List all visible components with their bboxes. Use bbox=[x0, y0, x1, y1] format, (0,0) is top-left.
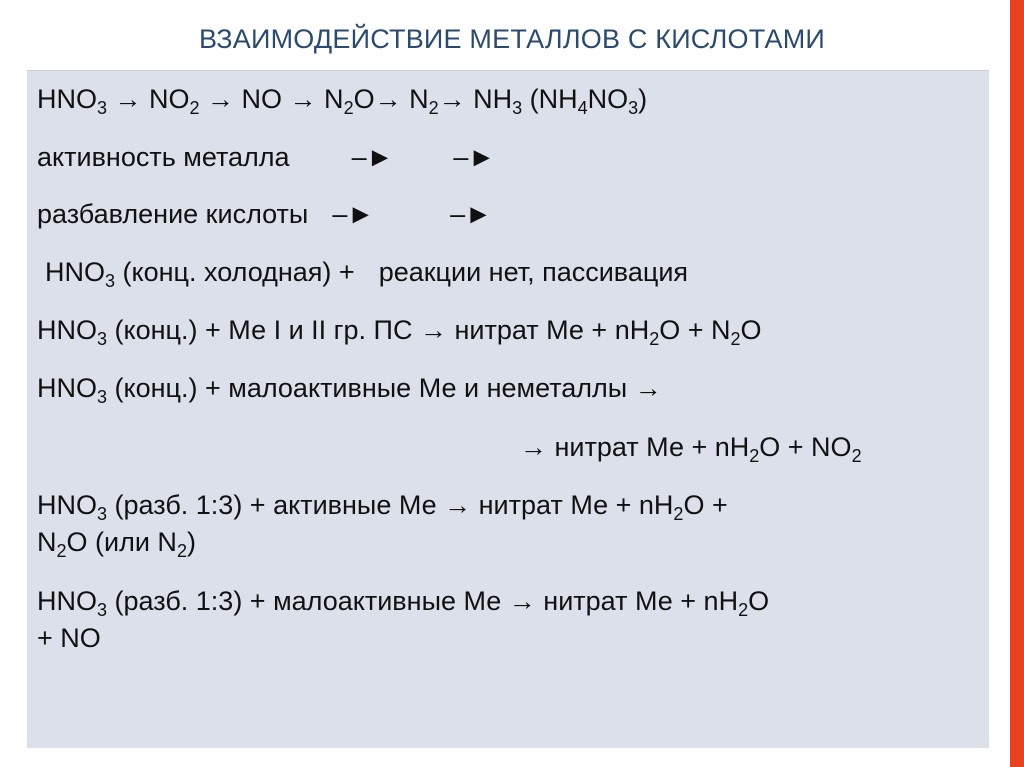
line-acid-dilution: разбавление кислоты –► –► bbox=[37, 199, 492, 229]
line-dilute-active: $HNO_3$ (разб. 1:3) + активные Ме → нитрат Ме + $nH_2O$ + bbox=[37, 490, 728, 524]
arrow-right-icon: –► bbox=[453, 142, 496, 172]
line-conc-active: $HNO_3$ (конц.) + Ме I и II гр. ПС → нитрат Ме + $nH_2O + N_2O$ bbox=[37, 315, 762, 349]
line-dilute-active-cont: $N_2O$ (или $N_2$) bbox=[37, 527, 196, 561]
line-conc-lowactive: $HNO_3$ (конц.) + малоактивные Ме и неметаллы → bbox=[37, 373, 662, 407]
line-metal-activity: активность металла –► –► bbox=[37, 142, 496, 172]
line-conc-lowactive-products: → нитрат Ме + $nH_2O + NO_2$ bbox=[520, 432, 862, 466]
arrow-right-icon: –► bbox=[450, 199, 492, 229]
line-dilute-lowactive: $HNO_3$ (разб. 1:3) + малоактивные Ме → нитрат Ме + $nH_2O$ bbox=[37, 586, 770, 620]
arrow-right-icon: –► bbox=[351, 142, 394, 172]
line-reduction-series: $HNO_3 \to NO_2$ → NO → $N_2O\to N_2\to NH_3$ $(NH_4NO_3)$ bbox=[37, 84, 648, 118]
slide-title: ВЗАИМОДЕЙСТВИЕ МЕТАЛЛОВ С КИСЛОТАМИ bbox=[198, 24, 826, 54]
line-passivation: $HNO_3$ (конц. холодная) + реакции нет, пассивация bbox=[45, 257, 689, 291]
arrow-right-icon: –► bbox=[332, 199, 375, 229]
line-dilute-lowactive-cont: + NO bbox=[37, 623, 101, 653]
accent-bar bbox=[1010, 0, 1024, 767]
content-box bbox=[27, 70, 989, 748]
